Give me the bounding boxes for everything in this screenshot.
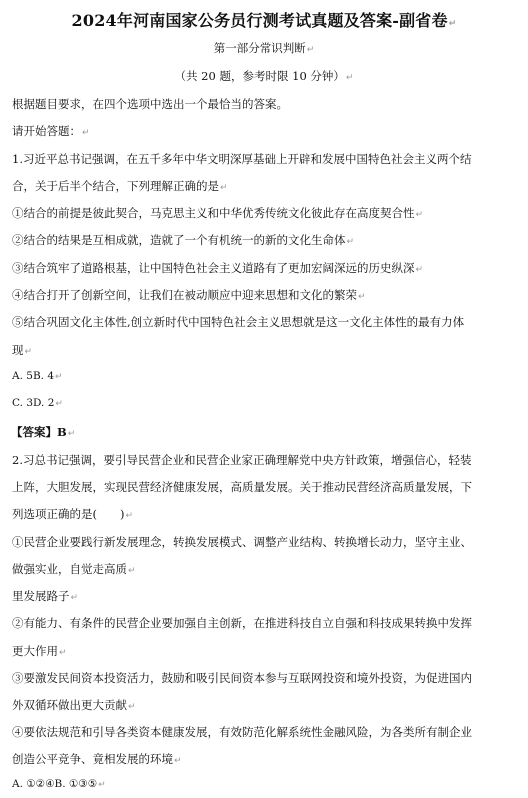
paragraph-mark: ↵ (345, 73, 354, 83)
instruction-line (12, 96, 520, 112)
start-line (12, 123, 520, 139)
q1-stem-text-2: 合，关于后半个结合，下列理解正确的是 (12, 179, 219, 193)
paragraph-mark: ↵ (174, 756, 182, 766)
subtitle-text: （共 20 题，参考时限 10 分钟） (174, 69, 345, 83)
document-title (0, 8, 528, 31)
q1-option-5-text-1: ⑤结合巩固文化主体性,创立新时代中国特色社会主义思想就是这一文化主体性的最有力体 (12, 315, 465, 329)
q2-option-3-text-1: ③要激发民间资本投资活力，鼓励和吸引民间资本参与互联网投资和境外投资，为促进国内 (12, 671, 472, 685)
q1-option-5-line-1 (12, 314, 520, 330)
q1-choices-ab-text: A. 5B. 4 (12, 370, 55, 382)
q2-option-1-line-3 (12, 588, 520, 604)
q2-stem-line-2 (12, 479, 520, 495)
q2-option-2-text-1: ②有能力、有条件的民营企业要加强自主创新，在推进科技自立自强和科技成果转换中发挥 (12, 616, 472, 630)
q2-stem-text-2: 上阵，大胆发展，实现民营经济健康发展，高质量发展。关于推动民营经济高质量发展，下 (12, 480, 472, 494)
q2-option-1-text-3: 里发展路子 (12, 589, 70, 603)
paragraph-mark: ↵ (55, 372, 63, 382)
q2-option-4-line-2 (12, 751, 520, 767)
q2-option-3-line-1 (12, 670, 520, 686)
q2-stem-line-1 (12, 452, 520, 468)
q2-choices-ab (12, 778, 520, 790)
q2-option-1-line-2 (12, 561, 520, 577)
paragraph-mark: ↵ (415, 210, 424, 220)
q2-option-1-text-1: ①民营企业要践行新发展理念，转换发展模式、调整产业结构、转换增长动力，坚守主业、 (12, 535, 472, 549)
paragraph-mark: ↵ (415, 265, 424, 275)
q1-option-1 (12, 205, 520, 221)
paragraph-mark: ↵ (98, 780, 106, 790)
instruction-text: 根据题目要求，在四个选项中选出一个最恰当的答案。 (12, 97, 288, 111)
q2-option-3-text-2: 外双循环做出更大贡献 (12, 698, 127, 712)
q2-option-2-text-2: 更大作用 (12, 644, 58, 658)
q1-choices-cd-text: C. 3D. 2 (12, 397, 55, 409)
paragraph-mark: ↵ (128, 702, 136, 712)
start-text: 请开始答题： (12, 124, 81, 138)
q1-option-3-text: ③结合筑牢了道路根基，让中国特色社会主义道路有了更加宏阔深远的历史纵深 (12, 261, 415, 275)
q2-option-1-text-2: 做强实业，自觉走高质 (12, 562, 127, 576)
q2-option-2-line-1 (12, 615, 520, 631)
q2-choices-ab-text: A. ①②④B. ①③⑤ (12, 778, 98, 790)
q1-answer (11, 424, 519, 440)
q1-option-4-text: ④结合打开了创新空间，让我们在被动顺应中迎来思想和文化的繁荣 (12, 288, 357, 302)
section-text: 第一部分常识判断 (213, 41, 306, 55)
q1-stem-line-2 (12, 178, 520, 194)
paragraph-mark: ↵ (448, 19, 457, 29)
q2-option-3-line-2 (12, 697, 520, 713)
section-heading (0, 40, 528, 56)
paragraph-mark: ↵ (128, 566, 136, 576)
paragraph-mark: ↵ (59, 648, 67, 658)
section-subtitle (0, 68, 528, 84)
q1-stem-line-1 (12, 151, 520, 167)
q1-stem-text-1: 1.习近平总书记强调，在五千多年中华文明深厚基础上开辟和发展中国特色社会主义两个结 (12, 152, 472, 166)
q2-option-4-text-2: 创造公平竞争、竟相发展的环境 (12, 752, 173, 766)
paragraph-mark: ↵ (82, 128, 90, 138)
paragraph-mark: ↵ (125, 511, 134, 521)
paragraph-mark: ↵ (358, 292, 366, 302)
paragraph-mark: ↵ (55, 399, 63, 409)
q1-option-5-line-2 (12, 342, 520, 358)
paragraph-mark: ↵ (70, 593, 79, 603)
q1-choices-cd (12, 397, 520, 409)
q1-option-5-text-2: 现 (12, 343, 24, 357)
q2-stem-text-1: 2.习总书记强调，要引导民营企业和民营企业家正确理解党中央方针政策，增强信心，轻装 (12, 453, 472, 467)
q2-option-4-line-1 (12, 724, 520, 740)
q1-option-1-text: ①结合的前提是彼此契合，马克思主义和中华优秀传统文化彼此存在高度契合性 (12, 206, 415, 220)
q1-answer-text: 【答案】B (11, 425, 67, 439)
paragraph-mark: ↵ (306, 45, 315, 55)
q1-option-4 (12, 287, 520, 303)
q2-stem-text-3: 列选项正确的是( ) (12, 507, 125, 521)
paragraph-mark: ↵ (220, 183, 228, 193)
q1-option-2 (12, 232, 520, 248)
paragraph-mark: ↵ (67, 429, 76, 439)
title-text: 2024年河南国家公务员行测考试真题及答案-副省卷 (71, 11, 448, 30)
q2-stem-line-3 (12, 506, 520, 522)
q2-option-2-line-2 (12, 643, 520, 659)
q1-option-2-text: ②结合的结果是互相成就，造就了一个有机统一的新的文化生命体 (12, 233, 346, 247)
q2-option-1-line-1 (12, 534, 520, 550)
paragraph-mark: ↵ (346, 237, 355, 247)
paragraph-mark: ↵ (24, 347, 33, 357)
q1-choices-ab (12, 370, 520, 382)
q2-option-4-text-1: ④要依法规范和引导各类资本健康发展，有效防范化解系统性金融风险，为各类所有制企业 (12, 725, 472, 739)
q1-option-3 (12, 260, 520, 276)
